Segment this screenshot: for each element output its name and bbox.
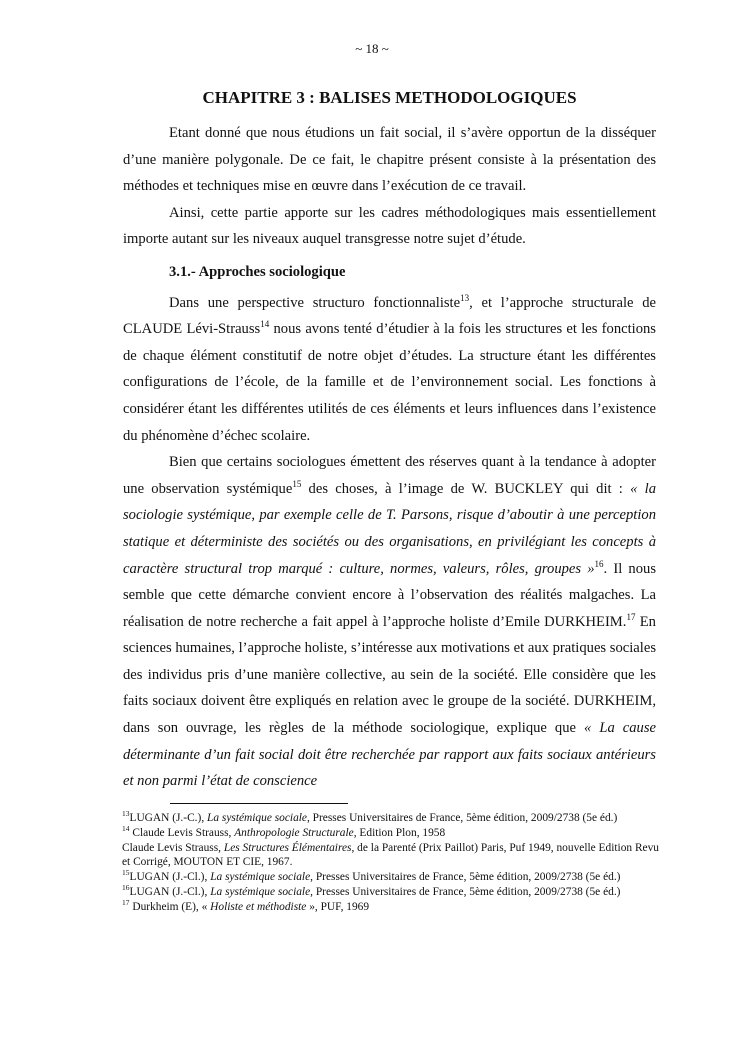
footnote-text: LUGAN (J.-Cl.), xyxy=(129,871,211,884)
footnote-16 xyxy=(122,885,662,900)
text-run: , et l’approche structurale de CLAUDE Lévi-Strauss xyxy=(123,294,656,338)
footnote-text: Claude Levis Strauss, xyxy=(129,826,235,839)
footnote-ref-17[interactable]: 17 xyxy=(626,611,636,622)
footnote-14 xyxy=(122,826,662,841)
footnote-number: 15 xyxy=(122,868,130,878)
footnote-title: La systémique sociale xyxy=(210,885,311,898)
body-text xyxy=(123,120,656,795)
footnote-text: , Presses Universitaires de France, 5ème édition, 2009/2738 (5e éd.) xyxy=(310,871,621,884)
paragraph-framework: Ainsi, cette partie apporte sur les cadres méthodologiques mais essentiellement importe autant sur les niveaux auquel transgresse notre sujet d’étude. xyxy=(123,204,656,248)
footnote-number: 13 xyxy=(122,809,130,819)
footnote-text: , Presses Universitaires de France, 5ème édition, 2009/2738 (5e éd.) xyxy=(306,812,618,824)
paragraph-structuralism xyxy=(123,290,656,450)
footnote-number: 16 xyxy=(122,883,130,893)
paragraph-holism xyxy=(123,449,656,795)
footnote-title: Les Structures Élémentaires xyxy=(223,841,352,854)
footnote-text: LUGAN (J.-Cl.), xyxy=(129,885,211,898)
text-run: . Il nous semble que cette démarche convient encore à l’observation des réalités malgaches. La réalisation de notre recherche a fait appel à l’approche holiste d’Emile DURKHEIM. xyxy=(123,560,657,630)
text-run: Bien que certains sociologues émettent des réserves quant à la tendance à adopter une observation systémique xyxy=(123,454,656,497)
footnote-text: , Presses Universitaires de France, 5ème édition, 2009/2738 (5e éd.) xyxy=(310,885,621,898)
footnote-ref-16[interactable]: 16 xyxy=(594,558,604,569)
footnote-text: Claude Levis Strauss, xyxy=(122,841,224,854)
footnote-number: 14 xyxy=(122,824,130,833)
paragraph-intro: Etant donné que nous étudions un fait social, il s’avère opportun de la disséquer d’une manière polygonale. De ce fait, le chapitre présent consiste à la présentation des méthodes et techniques mise en œuvre dans l’exécution de ce travail. xyxy=(123,125,656,195)
footnote-ref-15[interactable]: 15 xyxy=(292,478,302,489)
footnote-title: Holiste et méthodiste xyxy=(210,900,307,913)
page-number: ~ 18 ~ xyxy=(355,41,389,56)
footnote-number: 17 xyxy=(122,897,130,907)
text-run: En sciences humaines, l’approche holiste, s’intéresse aux motivations et aux pratiques sociales des individus pris d’une manière collective, au sein de la société. Elle considère que les faits sociaux doivent être expliqués en relation avec le groupe de la société. DURKHEIM, dans son ouvrage, les règles de la méthode sociologique, explique que xyxy=(123,613,656,737)
text-run: nous avons tenté d’étudier à la fois les structures et les fonctions de chaque élément constitutif de notre objet d’études. La structure étant les différentes configurations de l’école, de la famille et de l’environnement social. Les fonctions à considérer étant les différentes utilités de ces éléments et leurs influences dans l’existence du phénomène d’échec scolaire. xyxy=(123,321,656,444)
footnotes xyxy=(122,811,662,915)
text-run: des choses, à l’image de W. BUCKLEY qui dit : xyxy=(301,480,631,497)
footnote-text: LUGAN (J.-C.), xyxy=(129,812,208,824)
footnote-title: La systémique sociale xyxy=(210,871,311,884)
footnote-13 xyxy=(122,811,662,826)
footnote-text: Durkheim (E), « xyxy=(129,900,211,913)
footnote-title: La systémique sociale xyxy=(207,812,307,824)
footnote-title: Anthropologie Structurale xyxy=(234,826,354,839)
footnote-separator xyxy=(170,803,348,804)
footnote-text: », PUF, 1969 xyxy=(306,900,370,913)
footnote-17 xyxy=(122,897,662,915)
footnote-14-continued xyxy=(122,841,662,871)
quote-buckley: « la sociologie systémique, par exemple celle de T. Parsons, risque d’aboutir à une perception statique et déterministe des sociétés ou des organisations, en privilégiant les concepts à caractère structural trop marqué : culture, normes, valeurs, rôles, groupes » xyxy=(123,480,656,577)
footnote-text: , de la Parenté (Prix Paillot) Paris, Puf 1949, nouvelle Edition Revu et Corrigé, MOUTON ET CIE, 1967. xyxy=(122,841,659,869)
chapter-title: CHAPITRE 3 : BALISES METHODOLOGIQUES xyxy=(202,88,577,107)
footnote-15 xyxy=(122,870,662,885)
footnote-text: , Edition Plon, 1958 xyxy=(353,826,446,839)
footnote-ref-14[interactable]: 14 xyxy=(260,319,270,330)
quote-durkheim: « La cause déterminante d’un fait social doit être recherchée par rapport aux faits sociaux antérieurs et non parmi l’état de conscience xyxy=(123,720,656,790)
section-heading: 3.1.- Approches sociologique xyxy=(169,263,346,280)
text-run: Dans une perspective structuro fonctionnaliste xyxy=(169,294,461,311)
footnote-ref-13[interactable]: 13 xyxy=(460,292,470,303)
